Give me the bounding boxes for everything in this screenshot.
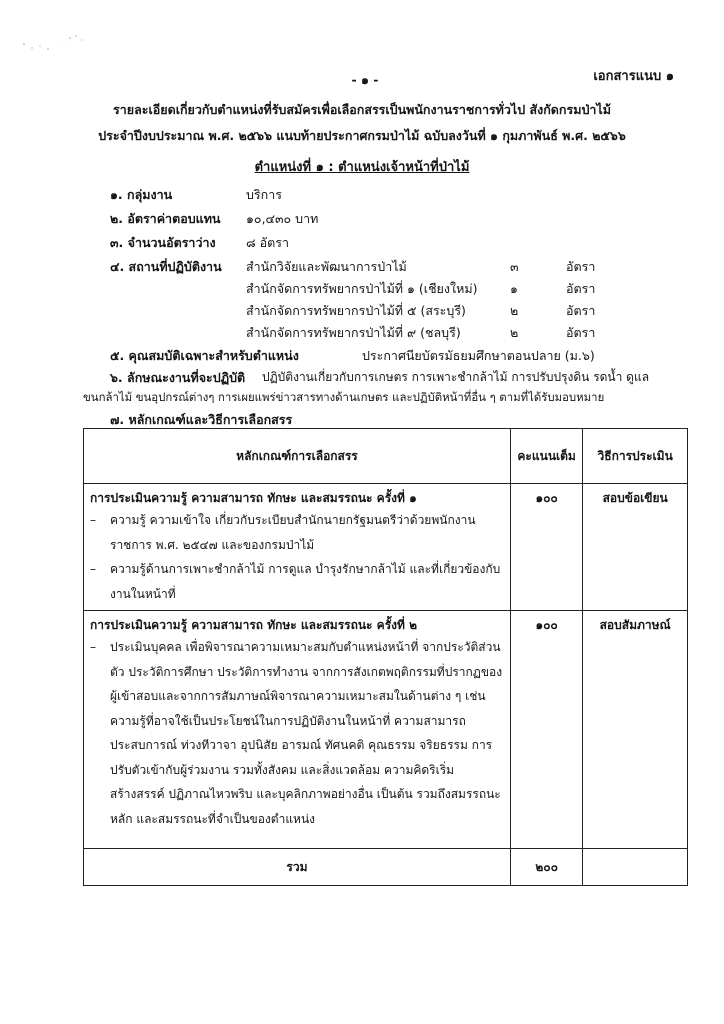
criteria-item: – ความรู้ ความเข้าใจ เกี่ยวกับระเบียบสำนักนายกรัฐมนตรีว่าด้วยพนักงานราชการ พ.ศ. ๒๕๔๗ และของกรมป่าไม้ bbox=[90, 508, 504, 557]
salary-label: ๒. อัตราค่าตอบแทน bbox=[110, 211, 221, 226]
column-header-method: วิธีการประเมิน bbox=[583, 429, 688, 484]
score-cell: ๑๐๐ bbox=[510, 484, 582, 611]
criteria-cell bbox=[84, 611, 511, 849]
workplace-name: สำนักวิจัยและพัฒนาการป่าไม้ bbox=[246, 259, 407, 274]
duty-text-line2: ขนกล้าไม้ ขนอุปกรณ์ต่างๆ การเผยแพร่ข่าวสารทางด้านเกษตร และปฏิบัติหน้าที่อื่น ๆ ตามที่ได้รับมอบหมาย bbox=[83, 390, 605, 404]
criteria-title: การประเมินความรู้ ความสามารถ ทักษะ และสมรรถนะ ครั้งที่ ๑ bbox=[90, 491, 417, 505]
table-row bbox=[84, 611, 688, 849]
dash-bullet: – bbox=[90, 640, 96, 654]
table-header-row bbox=[84, 429, 688, 484]
column-header-score: คะแนนเต็ม bbox=[510, 429, 582, 484]
workplace-count: ๑ bbox=[510, 281, 518, 296]
column-header-criteria: หลักเกณฑ์การเลือกสรร bbox=[84, 429, 511, 484]
scan-specks bbox=[18, 30, 98, 60]
attachment-label: เอกสารแนบ ๑ bbox=[593, 69, 674, 84]
workplace-unit: อัตรา bbox=[566, 281, 596, 296]
criteria-title: การประเมินความรู้ ความสามารถ ทักษะ และสมรรถนะ ครั้งที่ ๒ bbox=[90, 618, 418, 632]
vacancy-value: ๘ อัตรา bbox=[246, 235, 289, 250]
criteria-cell bbox=[84, 484, 511, 611]
workplace-count: ๒ bbox=[510, 325, 519, 340]
document-title-line2: ประจำปีงบประมาณ พ.ศ. ๒๕๖๖ แนบท้ายประกาศกรมป่าไม้ ฉบับลงวันที่ ๑ กุมภาพันธ์ พ.ศ. ๒๕๖๖ bbox=[98, 128, 626, 143]
workplace-count: ๒ bbox=[510, 303, 519, 318]
criteria-item: – ความรู้ด้านการเพาะชำกล้าไม้ การดูแล บำรุงรักษากล้าไม้ และที่เกี่ยวข้องกับงานในหน้าที่ bbox=[90, 557, 504, 606]
group-label: ๑. กลุ่มงาน bbox=[110, 187, 173, 202]
qualification-label: ๕. คุณสมบัติเฉพาะสำหรับตำแหน่ง bbox=[110, 348, 299, 363]
dash-bullet: – bbox=[90, 513, 96, 527]
workplace-name: สำนักจัดการทรัพยากรป่าไม้ที่ ๕ (สระบุรี) bbox=[246, 303, 466, 318]
duty-text-line1: ปฏิบัติงานเกี่ยวกับการเกษตร การเพาะชำกล้าไม้ การปรับปรุงดิน รดน้ำ ดูแล bbox=[262, 370, 650, 384]
method-cell: สอบข้อเขียน bbox=[583, 484, 688, 611]
total-label: รวม bbox=[84, 849, 511, 886]
workplace-name: สำนักจัดการทรัพยากรป่าไม้ที่ ๙ (ชลบุรี) bbox=[246, 325, 461, 340]
salary-value: ๑๐,๔๓๐ บาท bbox=[246, 211, 319, 226]
group-value: บริการ bbox=[246, 187, 282, 202]
workplace-unit: อัตรา bbox=[566, 325, 596, 340]
position-heading: ตำแหน่งที่ ๑ : ตำแหน่งเจ้าหน้าที่ป่าไม้ bbox=[254, 160, 470, 175]
qualification-value: ประกาศนียบัตรมัธยมศึกษาตอนปลาย (ม.๖) bbox=[362, 348, 595, 363]
criteria-label: ๗. หลักเกณฑ์และวิธีการเลือกสรร bbox=[110, 412, 293, 427]
duty-label: ๖. ลักษณะงานที่จะปฏิบัติ bbox=[110, 370, 246, 385]
criteria-table bbox=[83, 428, 688, 886]
workplace-count: ๓ bbox=[510, 259, 519, 274]
workplace-unit: อัตรา bbox=[566, 303, 596, 318]
score-cell: ๑๐๐ bbox=[510, 611, 582, 849]
vacancy-label: ๓. จำนวนอัตราว่าง bbox=[110, 235, 216, 250]
workplace-label: ๔. สถานที่ปฏิบัติงาน bbox=[110, 259, 222, 274]
document-title-line1: รายละเอียดเกี่ยวกับตำแหน่งที่รับสมัครเพื่อเลือกสรรเป็นพนักงานราชการทั่วไป สังกัดกรมป่าไม้ bbox=[113, 102, 611, 117]
page-number: - ๑ - bbox=[351, 72, 379, 87]
dash-bullet: – bbox=[90, 562, 96, 576]
table-total-row bbox=[84, 849, 688, 886]
method-cell: สอบสัมภาษณ์ bbox=[583, 611, 688, 849]
workplace-unit: อัตรา bbox=[566, 259, 596, 274]
workplace-name: สำนักจัดการทรัพยากรป่าไม้ที่ ๑ (เชียงใหม่) bbox=[246, 281, 478, 296]
table-row bbox=[84, 484, 688, 611]
criteria-item: – ประเมินบุคคล เพื่อพิจารณาความเหมาะสมกับตำแหน่งหน้าที่ จากประวัติส่วนตัว ประวัติการศึกษา ประวัติการทำงาน จากการสังเกตพฤติกรรมที่ปรากฏของผู้เข้าสอบและจากการสัมภาษณ์พิจารณาความเหมาะสมในด้านต่าง ๆ เช่น ความรู้ที่อาจใช้เป็นประโยชน์ในการปฏิบัติงานในหน้าที่ ความสามารถ ประสบการณ์ ท่วงทีวาจา อุปนิสัย อารมณ์ ทัศนคติ คุณธรรม จริยธรรม การปรับตัวเข้ากับผู้ร่วมงาน รวมทั้งสังคม และสิ่งแวดล้อม ความคิดริเริ่มสร้างสรรค์ ปฏิภาณไหวพริบ และบุคลิกภาพอย่างอื่น เป็นต้น รวมถึงสมรรถนะหลัก และสมรรถนะที่จำเป็นของตำแหน่ง bbox=[90, 635, 504, 831]
total-score: ๒๐๐ bbox=[510, 849, 582, 886]
total-method-empty bbox=[583, 849, 688, 886]
